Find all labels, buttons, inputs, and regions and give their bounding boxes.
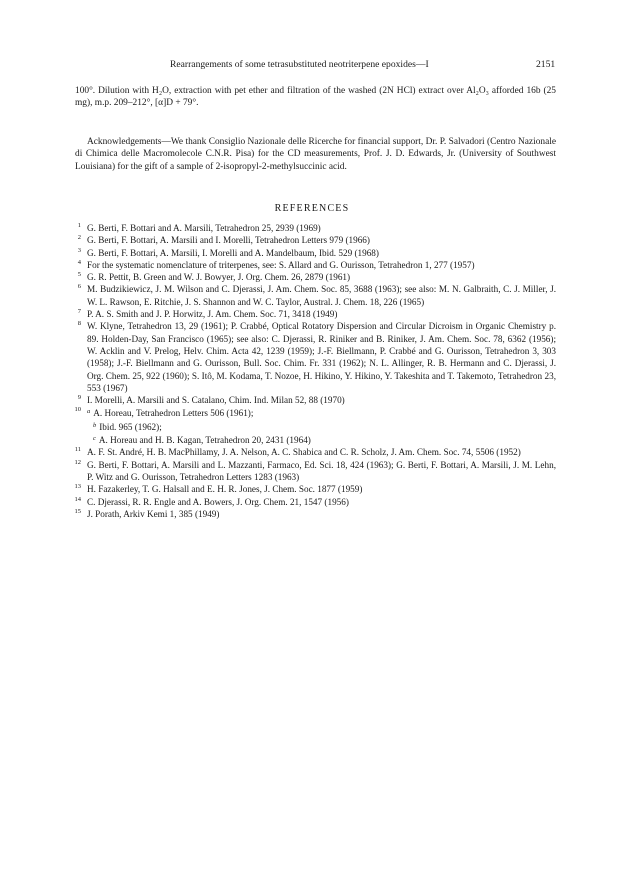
reference-number: 7	[77, 308, 81, 316]
reference-text: W. Klyne, Tetrahedron 13, 29 (1961); P. Crabbé, Optical Rotatory Dispersion and Circular Dicroism in Organic Chemistry p. 89. Holden-Day, San Francisco (1965); see also: C. Djerassi, R. Riniker and B. Riniker, J. Am. Chem. Soc. 78, 6362 (1956); W. Acklin and V. Prelog, Helv. Chim. Acta 42, 1239 (1959); J.-F. Biellmann, P. Crabbé and G. Ourisson, Tetrahedron 3, 303 (1958); J.-F. Biellmann and G. Ourisson, Bull. Soc. Chim. Fr. 331 (1962); N. L. Allinger, R. B. Hermann and C. Djerassi, J. Org. Chem. 25, 922 (1960); S. Itô, M. Kodama, T. Nozoe, H. Hikino, Y. Hikino, Y. Takeshita and T. Takemoto, Tetrahedron 23, 553 (1967)	[87, 321, 556, 393]
reference-subitem	[87, 433, 556, 446]
reference-text: C. Djerassi, R. R. Engle and A. Bowers, J. Org. Chem. 21, 1547 (1956)	[87, 496, 349, 507]
reference-text: A. F. St. André, H. B. MacPhillamy, J. A. Nelson, A. C. Shabica and C. R. Scholz, J. Am. Chem. Soc. 74, 5506 (1952)	[87, 447, 521, 458]
experimental-paragraph: 100°. Dilution with H₂O, extraction with pet ether and filtration of the washed (2N HCl) extract over Al₂O₃ afforded 16b (25 mg), m.p. 209–212°, [α]D + 79°.	[75, 86, 556, 109]
reference-item	[75, 406, 556, 446]
reference-item	[75, 459, 556, 484]
reference-number: 14	[74, 495, 81, 503]
references-list	[75, 222, 556, 520]
reference-number: 8	[77, 320, 81, 328]
reference-item	[75, 320, 556, 394]
reference-text: P. A. S. Smith and J. P. Horwitz, J. Am. Chem. Soc. 71, 3418 (1949)	[87, 309, 338, 320]
reference-number: 15	[74, 507, 81, 515]
reference-item	[75, 496, 556, 508]
reference-item	[75, 394, 556, 406]
reference-text: G. Berti, F. Bottari, A. Marsili and I. Morelli, Tetrahedron Letters 979 (1966)	[87, 235, 370, 246]
reference-number: 2	[77, 234, 81, 242]
reference-text: H. Fazakerley, T. G. Halsall and E. H. R. Jones, J. Chem. Soc. 1877 (1959)	[87, 484, 363, 495]
reference-text: I. Morelli, A. Marsili and S. Catalano, Chim. Ind. Milan 52, 88 (1970)	[87, 395, 345, 406]
reference-number: 10	[74, 406, 81, 414]
reference-item	[75, 234, 556, 246]
references-heading: REFERENCES	[274, 203, 350, 214]
reference-subitem-text: A. Horeau and H. B. Kagan, Tetrahedron 20, 2431 (1964)	[98, 435, 311, 446]
reference-number: 11	[74, 446, 81, 454]
reference-item	[75, 247, 556, 259]
running-title: Rearrangements of some tetrasubstituted neotriterpene epoxides—I	[170, 59, 429, 70]
reference-text: M. Budzikiewicz, J. M. Wilson and C. Djerassi, J. Am. Chem. Soc. 85, 3688 (1963); see also: M. N. Galbraith, C. J. Miller, J. W. L. Rawson, E. Ritchie, J. S. Shannon and W. C. Taylor, Austral. J. Chem. 18, 226 (1965)	[87, 284, 556, 307]
reference-text: G. Berti, F. Bottari, A. Marsili and L. Mazzanti, Farmaco, Ed. Sci. 18, 424 (1963); G. Berti, F. Bottari, A. Marsili, J. M. Lehn, P. Witz and G. Ourisson, Tetrahedron Letters 1283 (1963)	[87, 459, 556, 482]
reference-text: G. R. Pettit, B. Green and W. J. Bowyer, J. Org. Chem. 26, 2879 (1961)	[87, 272, 351, 283]
reference-number: 12	[74, 458, 81, 466]
reference-subitem-letter: c	[93, 435, 96, 443]
reference-subitem	[87, 406, 556, 419]
reference-number: 9	[77, 394, 81, 402]
reference-subitem-text: Ibid. 965 (1962);	[99, 421, 162, 432]
reference-item	[75, 283, 556, 308]
reference-subitem-text: A. Horeau, Tetrahedron Letters 506 (1961);	[93, 408, 254, 419]
reference-item	[75, 222, 556, 234]
reference-subitem-letter: a	[87, 408, 91, 416]
reference-item	[75, 508, 556, 520]
reference-number: 1	[77, 222, 81, 229]
reference-text: For the systematic nomenclature of triterpenes, see: S. Allard and G. Ourisson, Tetrahedron 1, 277 (1957)	[87, 259, 475, 270]
reference-number: 6	[77, 283, 81, 291]
reference-text: G. Berti, F. Bottari and A. Marsili, Tetrahedron 25, 2939 (1969)	[87, 223, 321, 233]
reference-item	[75, 271, 556, 283]
reference-number: 5	[77, 271, 81, 279]
reference-subitem	[87, 420, 556, 433]
page-number: 2151	[536, 59, 556, 70]
acknowledgements-paragraph: Acknowledgements—We thank Consiglio Nazionale delle Ricerche for financial support, Dr. P. Salvadori (Centro Nazionale di Chimica delle Macromolecole C.N.R. Pisa) for the CD measurements, Prof. J. D. Edwards, Jr. (University of Southwest Louisiana) for the gift of a sample of 2-isopropyl-2-methylsuccinic acid.	[75, 137, 556, 172]
reference-number: 13	[74, 483, 81, 491]
reference-number: 4	[77, 258, 81, 266]
reference-text: G. Berti, F. Bottari, A. Marsili, I. Morelli and A. Mandelbaum, Ibid. 529 (1968)	[87, 247, 379, 258]
reference-item	[75, 483, 556, 495]
reference-text: J. Porath, Arkiv Kemi 1, 385 (1949)	[87, 508, 220, 519]
reference-item	[75, 308, 556, 320]
reference-number: 3	[77, 246, 81, 254]
reference-subitem-letter: b	[93, 421, 97, 429]
reference-item	[75, 446, 556, 458]
reference-item	[75, 259, 556, 271]
